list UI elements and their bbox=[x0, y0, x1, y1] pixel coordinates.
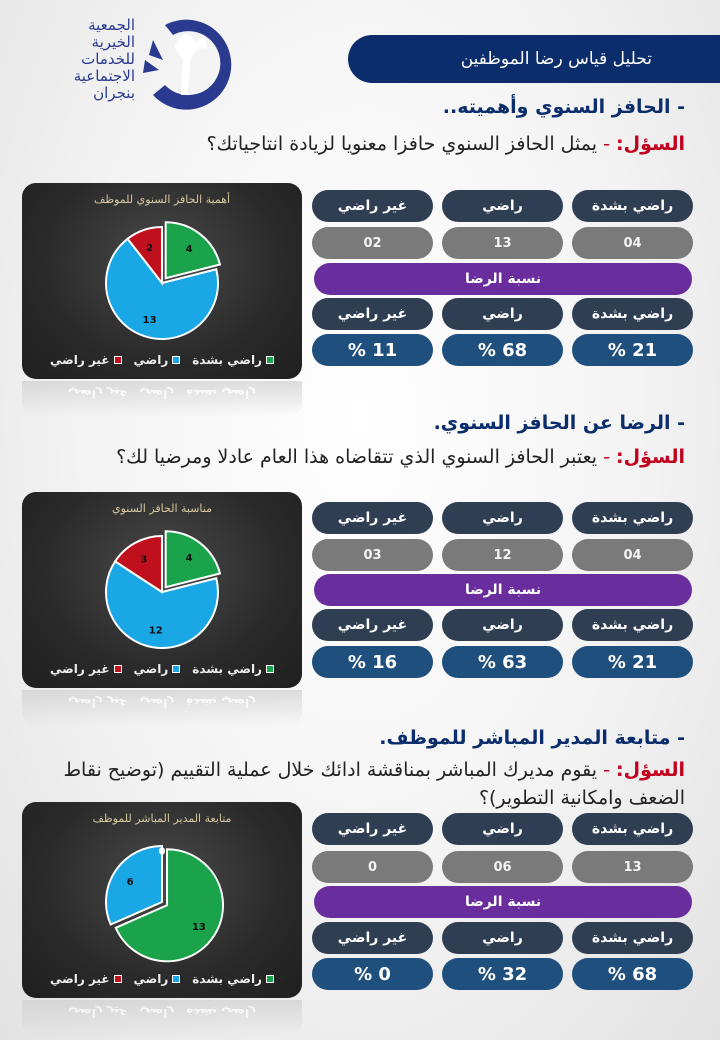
legend-label: غير راضي bbox=[50, 972, 110, 986]
percent-satisfied: 32 % bbox=[442, 958, 563, 990]
legend-label: غير راضي bbox=[50, 662, 110, 676]
chart-title: أهمية الحافز السنوي للموظف bbox=[93, 193, 231, 206]
count-unsatisfied: 02 bbox=[312, 227, 433, 259]
legend-item bbox=[134, 353, 181, 367]
question-text: يمثل الحافز السنوي حافزا معنويا لزيادة انتاجياتك؟ bbox=[206, 133, 598, 155]
question-label: السؤل: bbox=[616, 133, 685, 155]
label-very-satisfied: راضي بشدة bbox=[572, 298, 693, 330]
label-satisfied: راضي bbox=[442, 190, 563, 222]
label-satisfied: راضي bbox=[442, 298, 563, 330]
count-satisfied: 12 bbox=[442, 539, 563, 571]
section-title: - متابعة المدير المباشر للموظف. bbox=[379, 727, 685, 749]
pie-data-label: 13 bbox=[191, 922, 206, 934]
reflected-legend bbox=[22, 387, 302, 401]
label-unsatisfied: غير راضي bbox=[312, 190, 433, 222]
legend-label: راضي بشدة bbox=[192, 972, 262, 986]
question-label: السؤل: bbox=[616, 446, 685, 468]
question-dash: - bbox=[603, 133, 610, 155]
legend-item bbox=[192, 972, 274, 986]
percent-very-satisfied: 68 % bbox=[572, 958, 693, 990]
reflected-legend-label: غير راضي bbox=[68, 387, 128, 401]
question bbox=[45, 443, 685, 471]
legend-item bbox=[192, 353, 274, 367]
count-very-satisfied: 04 bbox=[572, 539, 693, 571]
pie-chart-panel bbox=[22, 183, 302, 379]
pie-data-label: 13 bbox=[142, 315, 157, 327]
legend-item bbox=[50, 353, 122, 367]
percent-unsatisfied: 11 % bbox=[312, 334, 433, 366]
legend-swatch bbox=[114, 356, 122, 364]
label-satisfied: راضي bbox=[442, 502, 563, 534]
percent-satisfied: 63 % bbox=[442, 646, 563, 678]
legend-label: راضي bbox=[133, 972, 169, 986]
chart-reflection bbox=[22, 1000, 302, 1036]
pie-chart bbox=[22, 802, 302, 998]
logo-emblem-icon bbox=[135, 15, 235, 115]
chart-legend bbox=[22, 662, 302, 676]
question-text: يقوم مديرك المباشر بمناقشة ادائك خلال عملية التقييم (توضيح نقاط الضعف وامكانية التطوير)؟ bbox=[63, 759, 685, 809]
chart-title: متابعة المدير المباشر للموظف bbox=[92, 812, 232, 825]
legend-label: راضي بشدة bbox=[192, 662, 262, 676]
legend-item bbox=[134, 662, 181, 676]
reflected-legend-label: غير راضي bbox=[68, 1006, 128, 1020]
org-name-line: الجمعية bbox=[88, 16, 135, 34]
question-dash: - bbox=[603, 446, 610, 468]
legend-item bbox=[192, 662, 274, 676]
legend-swatch bbox=[266, 665, 274, 673]
count-unsatisfied: 0 bbox=[312, 851, 433, 883]
chart-legend bbox=[22, 972, 302, 986]
label-very-satisfied: راضي بشدة bbox=[572, 190, 693, 222]
reflected-legend-label: راضي bbox=[139, 696, 175, 710]
org-logo bbox=[55, 15, 235, 115]
reflected-legend-label: غير راضي bbox=[68, 696, 128, 710]
count-satisfied: 13 bbox=[442, 227, 563, 259]
legend-item bbox=[134, 972, 181, 986]
label-satisfied: راضي bbox=[442, 922, 563, 954]
question bbox=[45, 130, 685, 158]
label-very-satisfied: راضي بشدة bbox=[572, 502, 693, 534]
pie-chart-panel bbox=[22, 492, 302, 688]
org-name-line: للخدمات bbox=[81, 50, 135, 68]
chart-reflection bbox=[22, 381, 302, 417]
label-satisfied: راضي bbox=[442, 813, 563, 845]
legend-swatch bbox=[172, 975, 180, 983]
satisfaction-ratio-title: نسبة الرضا bbox=[314, 263, 692, 295]
chart-reflection bbox=[22, 690, 302, 726]
legend-label: غير راضي bbox=[50, 353, 110, 367]
percent-very-satisfied: 21 % bbox=[572, 334, 693, 366]
section-title: - الحافز السنوي وأهميته.. bbox=[442, 96, 685, 118]
pie-data-label: 4 bbox=[185, 553, 193, 565]
label-very-satisfied: راضي بشدة bbox=[572, 609, 693, 641]
count-very-satisfied: 04 bbox=[572, 227, 693, 259]
legend-item bbox=[50, 972, 122, 986]
label-satisfied: راضي bbox=[442, 609, 563, 641]
org-name bbox=[55, 17, 135, 102]
pie-data-label: 6 bbox=[126, 877, 134, 889]
question-dash: - bbox=[603, 759, 610, 781]
label-unsatisfied: غير راضي bbox=[312, 298, 433, 330]
question-text: يعتبر الحافز السنوي الذي تتقاضاه هذا العام عادلا ومرضيا لك؟ bbox=[116, 446, 598, 468]
legend-label: راضي bbox=[133, 662, 169, 676]
pie-data-label: 12 bbox=[148, 625, 163, 637]
org-name-line: بنجران bbox=[93, 84, 135, 102]
label-very-satisfied: راضي بشدة bbox=[572, 922, 693, 954]
label-unsatisfied: غير راضي bbox=[312, 922, 433, 954]
reflected-legend bbox=[22, 696, 302, 710]
reflected-legend bbox=[22, 1006, 302, 1020]
legend-swatch bbox=[114, 975, 122, 983]
reflected-legend-label: راضي بشدة bbox=[186, 696, 256, 710]
percent-satisfied: 68 % bbox=[442, 334, 563, 366]
question-label: السؤل: bbox=[616, 759, 685, 781]
count-very-satisfied: 13 bbox=[572, 851, 693, 883]
legend-label: راضي bbox=[133, 353, 169, 367]
legend-swatch bbox=[266, 356, 274, 364]
legend-swatch bbox=[172, 356, 180, 364]
legend-label: راضي بشدة bbox=[192, 353, 262, 367]
reflected-legend-label: راضي بشدة bbox=[186, 387, 256, 401]
reflected-legend-label: راضي bbox=[139, 1006, 175, 1020]
count-unsatisfied: 03 bbox=[312, 539, 433, 571]
pie-data-label: 0 bbox=[158, 846, 166, 858]
pie-chart-panel bbox=[22, 802, 302, 998]
page-title: تحليل قياس رضا الموظفين bbox=[348, 35, 720, 83]
pie-chart bbox=[22, 492, 302, 688]
pie-data-label: 2 bbox=[146, 242, 154, 254]
pie-data-label: 4 bbox=[185, 244, 193, 256]
pie-chart bbox=[22, 183, 302, 379]
satisfaction-ratio-title: نسبة الرضا bbox=[314, 574, 692, 606]
org-name-line: الاجتماعية bbox=[73, 67, 135, 85]
legend-swatch bbox=[172, 665, 180, 673]
reflected-legend-label: راضي بشدة bbox=[186, 1006, 256, 1020]
count-satisfied: 06 bbox=[442, 851, 563, 883]
legend-item bbox=[50, 662, 122, 676]
percent-unsatisfied: 16 % bbox=[312, 646, 433, 678]
percent-unsatisfied: 0 % bbox=[312, 958, 433, 990]
percent-very-satisfied: 21 % bbox=[572, 646, 693, 678]
label-unsatisfied: غير راضي bbox=[312, 813, 433, 845]
legend-swatch bbox=[114, 665, 122, 673]
chart-title: مناسبة الحافز السنوي bbox=[111, 502, 212, 515]
pie-data-label: 3 bbox=[140, 554, 148, 566]
chart-legend bbox=[22, 353, 302, 367]
legend-swatch bbox=[266, 975, 274, 983]
label-unsatisfied: غير راضي bbox=[312, 502, 433, 534]
org-name-line: الخيرية bbox=[91, 33, 135, 51]
label-unsatisfied: غير راضي bbox=[312, 609, 433, 641]
satisfaction-ratio-title: نسبة الرضا bbox=[314, 886, 692, 918]
section-title: - الرضا عن الحافز السنوي. bbox=[433, 412, 685, 434]
reflected-legend-label: راضي bbox=[139, 387, 175, 401]
label-very-satisfied: راضي بشدة bbox=[572, 813, 693, 845]
